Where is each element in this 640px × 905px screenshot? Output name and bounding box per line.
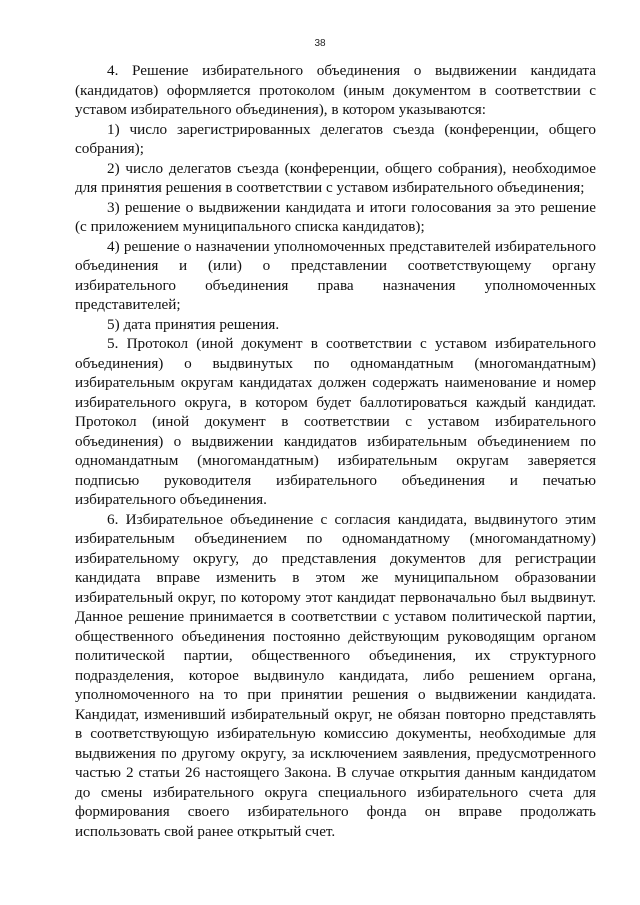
paragraph-4-item-1: 1) число зарегистрированных делегатов съезда (конференции, общего собрания); xyxy=(75,120,596,157)
paragraph-4-item-4: 4) решение о назначении уполномоченных представителей избирательного объединения и (или) о представлении соответствующему органу избирательного объединения права назначения уполномоченных представителей; xyxy=(75,237,596,313)
paragraph-4: 4. Решение избирательного объединения о выдвижении кандидата (кандидатов) оформляется протоколом (иным документом в соответствии с уставом избирательного объединения), в котором указываются: xyxy=(75,62,596,118)
paragraph-4-item-3: 3) решение о выдвижении кандидата и итоги голосования за это решение (с приложением муниципального списка кандидатов); xyxy=(75,198,596,235)
paragraph-6: 6. Избирательное объединение с согласия кандидата, выдвинутого этим избирательным объединением по одномандатному (многомандатному) избирательному округу, до представления документов для регистрации кандидата вправе изменить в этом же муниципальном образовании избирательный округ, по которому этот кандидат первоначально был выдвинут. Данное решение принимается в соответствии с уставом политической партии, общественного объединения постоянно действующим руководящим органом политической партии, общественного объединения, их структурного подразделения, которое выдвинуло кандидата, либо решением органа, уполномоченного на то при принятии решения о выдвижении кандидата. Кандидат, изменивший избирательный округ, не обязан повторно представлять в соответствующую избирательную комиссию документы, необходимые для выдвижения по другому округу, за исключением заявления, предусмотренного частью 2 статьи 26 настоящего Закона. В случае открытия данным кандидатом до смены избирательного округа специального избирательного счета для формирования своего избирательного фонда он вправе продолжать использовать свой ранее открытый счет. xyxy=(75,510,596,840)
paragraph-5: 5. Протокол (иной документ в соответствии с уставом избирательного объединения) о выдвинутых по одномандатным (многомандатным) избирательным округам кандидатах должен содержать наименование и номер избирательного округа, в котором будет баллотироваться каждый кандидат. Протокол (иной документ в соответствии с уставом избирательного объединения) о выдвижении кандидатов избирательным объединением по одномандатным (многомандатным) избирательным округам заверяется подписью руководителя избирательного объединения и печатью избирательного объединения. xyxy=(75,335,596,508)
document-body xyxy=(75,61,596,841)
page-number: 38 xyxy=(314,38,326,49)
paragraph-4-item-2: 2) число делегатов съезда (конференции, общего собрания), необходимое для принятия решения в соответствии с уставом избирательного объединения; xyxy=(75,159,596,196)
paragraph-4-item-5: 5) дата принятия решения. xyxy=(107,315,280,333)
